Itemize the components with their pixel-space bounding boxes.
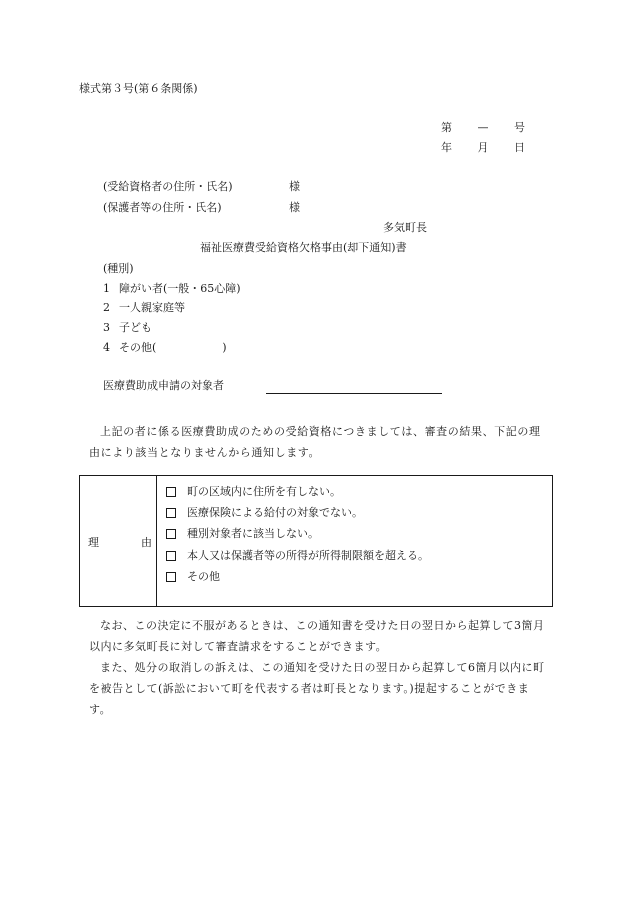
reason-option — [166, 571, 220, 582]
date-line — [441, 142, 525, 153]
checkbox-icon — [166, 551, 176, 561]
category-item — [103, 302, 185, 313]
reason-table — [79, 475, 553, 607]
reason-label-char: 理 — [88, 536, 99, 549]
date-day: 日 — [514, 141, 525, 154]
category-item-text: その他( ) — [119, 341, 227, 354]
reason-option-text: 医療保険による給付の対象でない。 — [187, 506, 363, 519]
subject-label: 医療費助成申請の対象者 — [103, 379, 224, 392]
category-item-number: 1 — [103, 282, 110, 295]
reason-option — [166, 507, 363, 518]
reason-option — [166, 550, 429, 561]
recipient-honorific-eligible: 様 — [289, 180, 300, 193]
recipient-label-eligible: (受給資格者の住所・氏名) — [103, 180, 233, 193]
recipient-honorific-guardian: 様 — [289, 201, 300, 214]
issuer: 多気町長 — [383, 221, 427, 234]
category-item — [103, 322, 152, 333]
reason-option-text: 町の区域内に住所を有しない。 — [187, 485, 341, 498]
category-item-text: 子ども — [119, 321, 152, 334]
category-item — [103, 283, 241, 294]
reason-option-text: 種別対象者に該当しない。 — [187, 527, 319, 540]
checkbox-icon — [166, 572, 176, 582]
checkbox-icon — [166, 508, 176, 518]
document-number-line — [441, 122, 525, 133]
category-item-text: 一人親家庭等 — [119, 301, 185, 314]
date-month: 月 — [477, 141, 489, 154]
number-dash: — — [477, 121, 489, 134]
reason-option — [166, 486, 341, 497]
reason-label — [88, 537, 152, 548]
category-item-number: 4 — [103, 341, 110, 354]
reason-column-divider — [156, 476, 157, 606]
date-year: 年 — [441, 141, 452, 154]
intro-paragraph: 上記の者に係る医療費助成のための受給資格につきましては、審査の結果、下記の理由により該当となりませんから通知します。 — [89, 425, 541, 459]
document-title: 福祉医療費受給資格欠格事由(却下通知)書 — [200, 241, 407, 254]
reason-option-text: その他 — [187, 570, 220, 583]
category-item-number: 3 — [103, 321, 110, 334]
checkbox-icon — [166, 487, 176, 497]
category-item — [103, 342, 227, 353]
form-number: 様式第３号(第６条関係) — [79, 82, 198, 95]
number-prefix: 第 — [441, 121, 452, 134]
category-heading: (種別) — [103, 262, 134, 275]
appeal-notice-paragraph: なお、この決定に不服があるときは、この通知書を受けた日の翌日から起算して3箇月以内に多気町長に対して審査請求をすることができます。 — [89, 619, 545, 653]
recipient-label-guardian: (保護者等の住所・氏名) — [103, 201, 222, 214]
lawsuit-notice-paragraph: また、処分の取消しの訴えは、この通知を受けた日の翌日から起算して6箇月以内に町を被告として(訴訟において町を代表する者は町長となります。)提起することができます。 — [89, 661, 545, 716]
reason-option — [166, 528, 319, 539]
checkbox-icon — [166, 529, 176, 539]
subject-underline — [266, 393, 442, 394]
number-suffix: 号 — [514, 121, 525, 134]
category-item-number: 2 — [103, 301, 110, 314]
reason-label-char: 由 — [141, 536, 152, 549]
reason-option-text: 本人又は保護者等の所得が所得制限額を超える。 — [187, 549, 429, 562]
category-item-text: 障がい者(一般・65心障) — [119, 282, 241, 295]
